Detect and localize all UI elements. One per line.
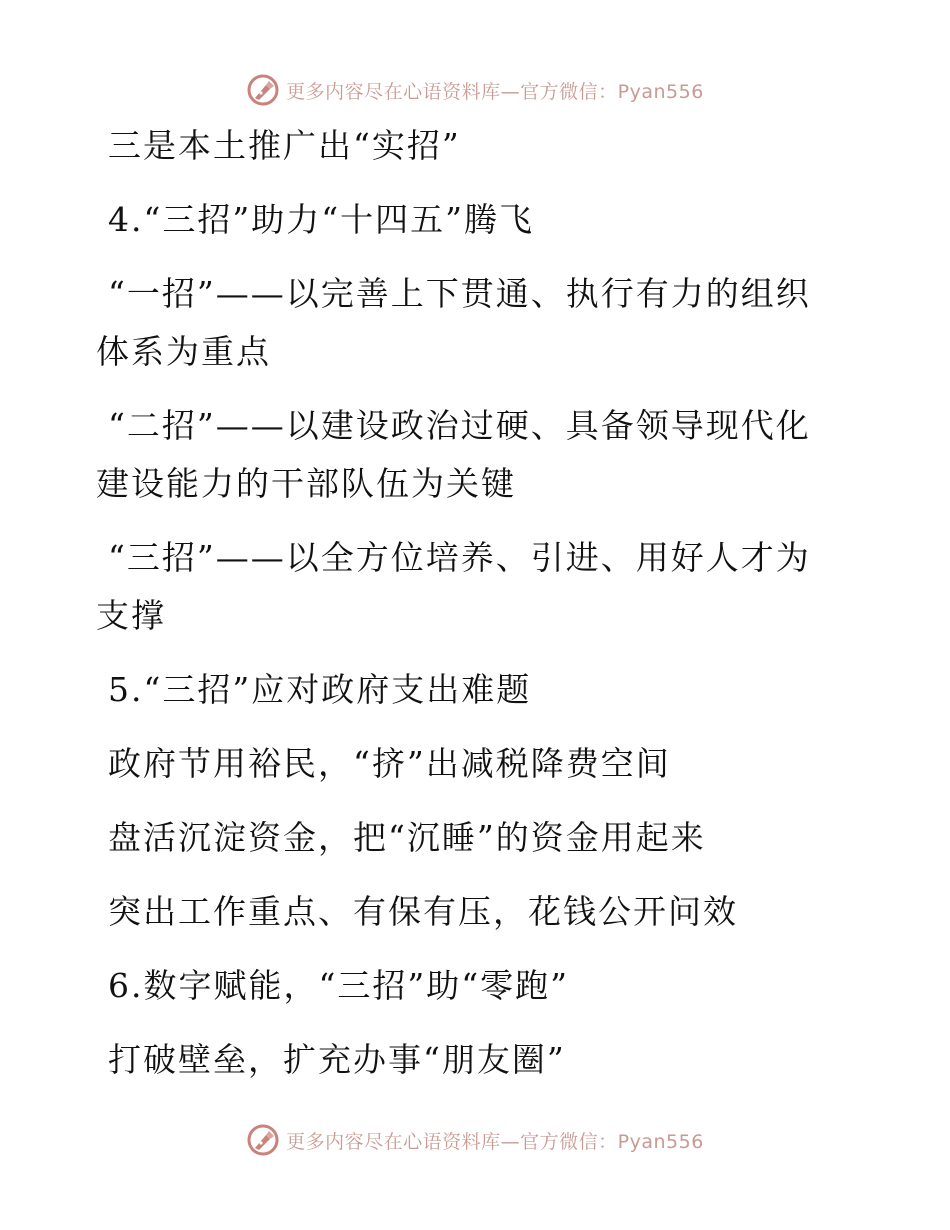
text-line: 体系为重点 <box>96 332 271 371</box>
pen-nib-logo-icon <box>246 1123 280 1157</box>
text-line: “二招”——以建设政治过硬、具备领导现代化 <box>108 406 811 445</box>
text-line: 三是本土推广出“实招” <box>108 126 461 165</box>
watermark-text: 更多内容尽在心语资料库—官方微信：Pyan556 <box>286 80 704 103</box>
footer-watermark <box>0 1120 950 1160</box>
section-heading: 5.“三招”应对政府支出难题 <box>108 670 532 709</box>
section-heading: 6.数字赋能，“三招”助“零跑” <box>108 966 569 1005</box>
watermark-text: 更多内容尽在心语资料库—官方微信：Pyan556 <box>286 1130 704 1153</box>
text-line: 政府节用裕民，“挤”出减税降费空间 <box>108 744 671 783</box>
text-line: 盘活沉淀资金，把“沉睡”的资金用起来 <box>108 818 706 857</box>
text-line: 建设能力的干部队伍为关键 <box>96 464 516 503</box>
text-line: “三招”——以全方位培养、引进、用好人才为 <box>108 538 811 577</box>
text-line: 打破壁垒，扩充办事“朋友圈” <box>108 1040 566 1079</box>
text-line: 支撑 <box>96 596 166 635</box>
section-heading: 4.“三招”助力“十四五”腾飞 <box>108 200 534 239</box>
text-line: 突出工作重点、有保有压，花钱公开问效 <box>108 892 738 931</box>
text-line: “一招”——以完善上下贯通、执行有力的组织 <box>108 274 811 313</box>
